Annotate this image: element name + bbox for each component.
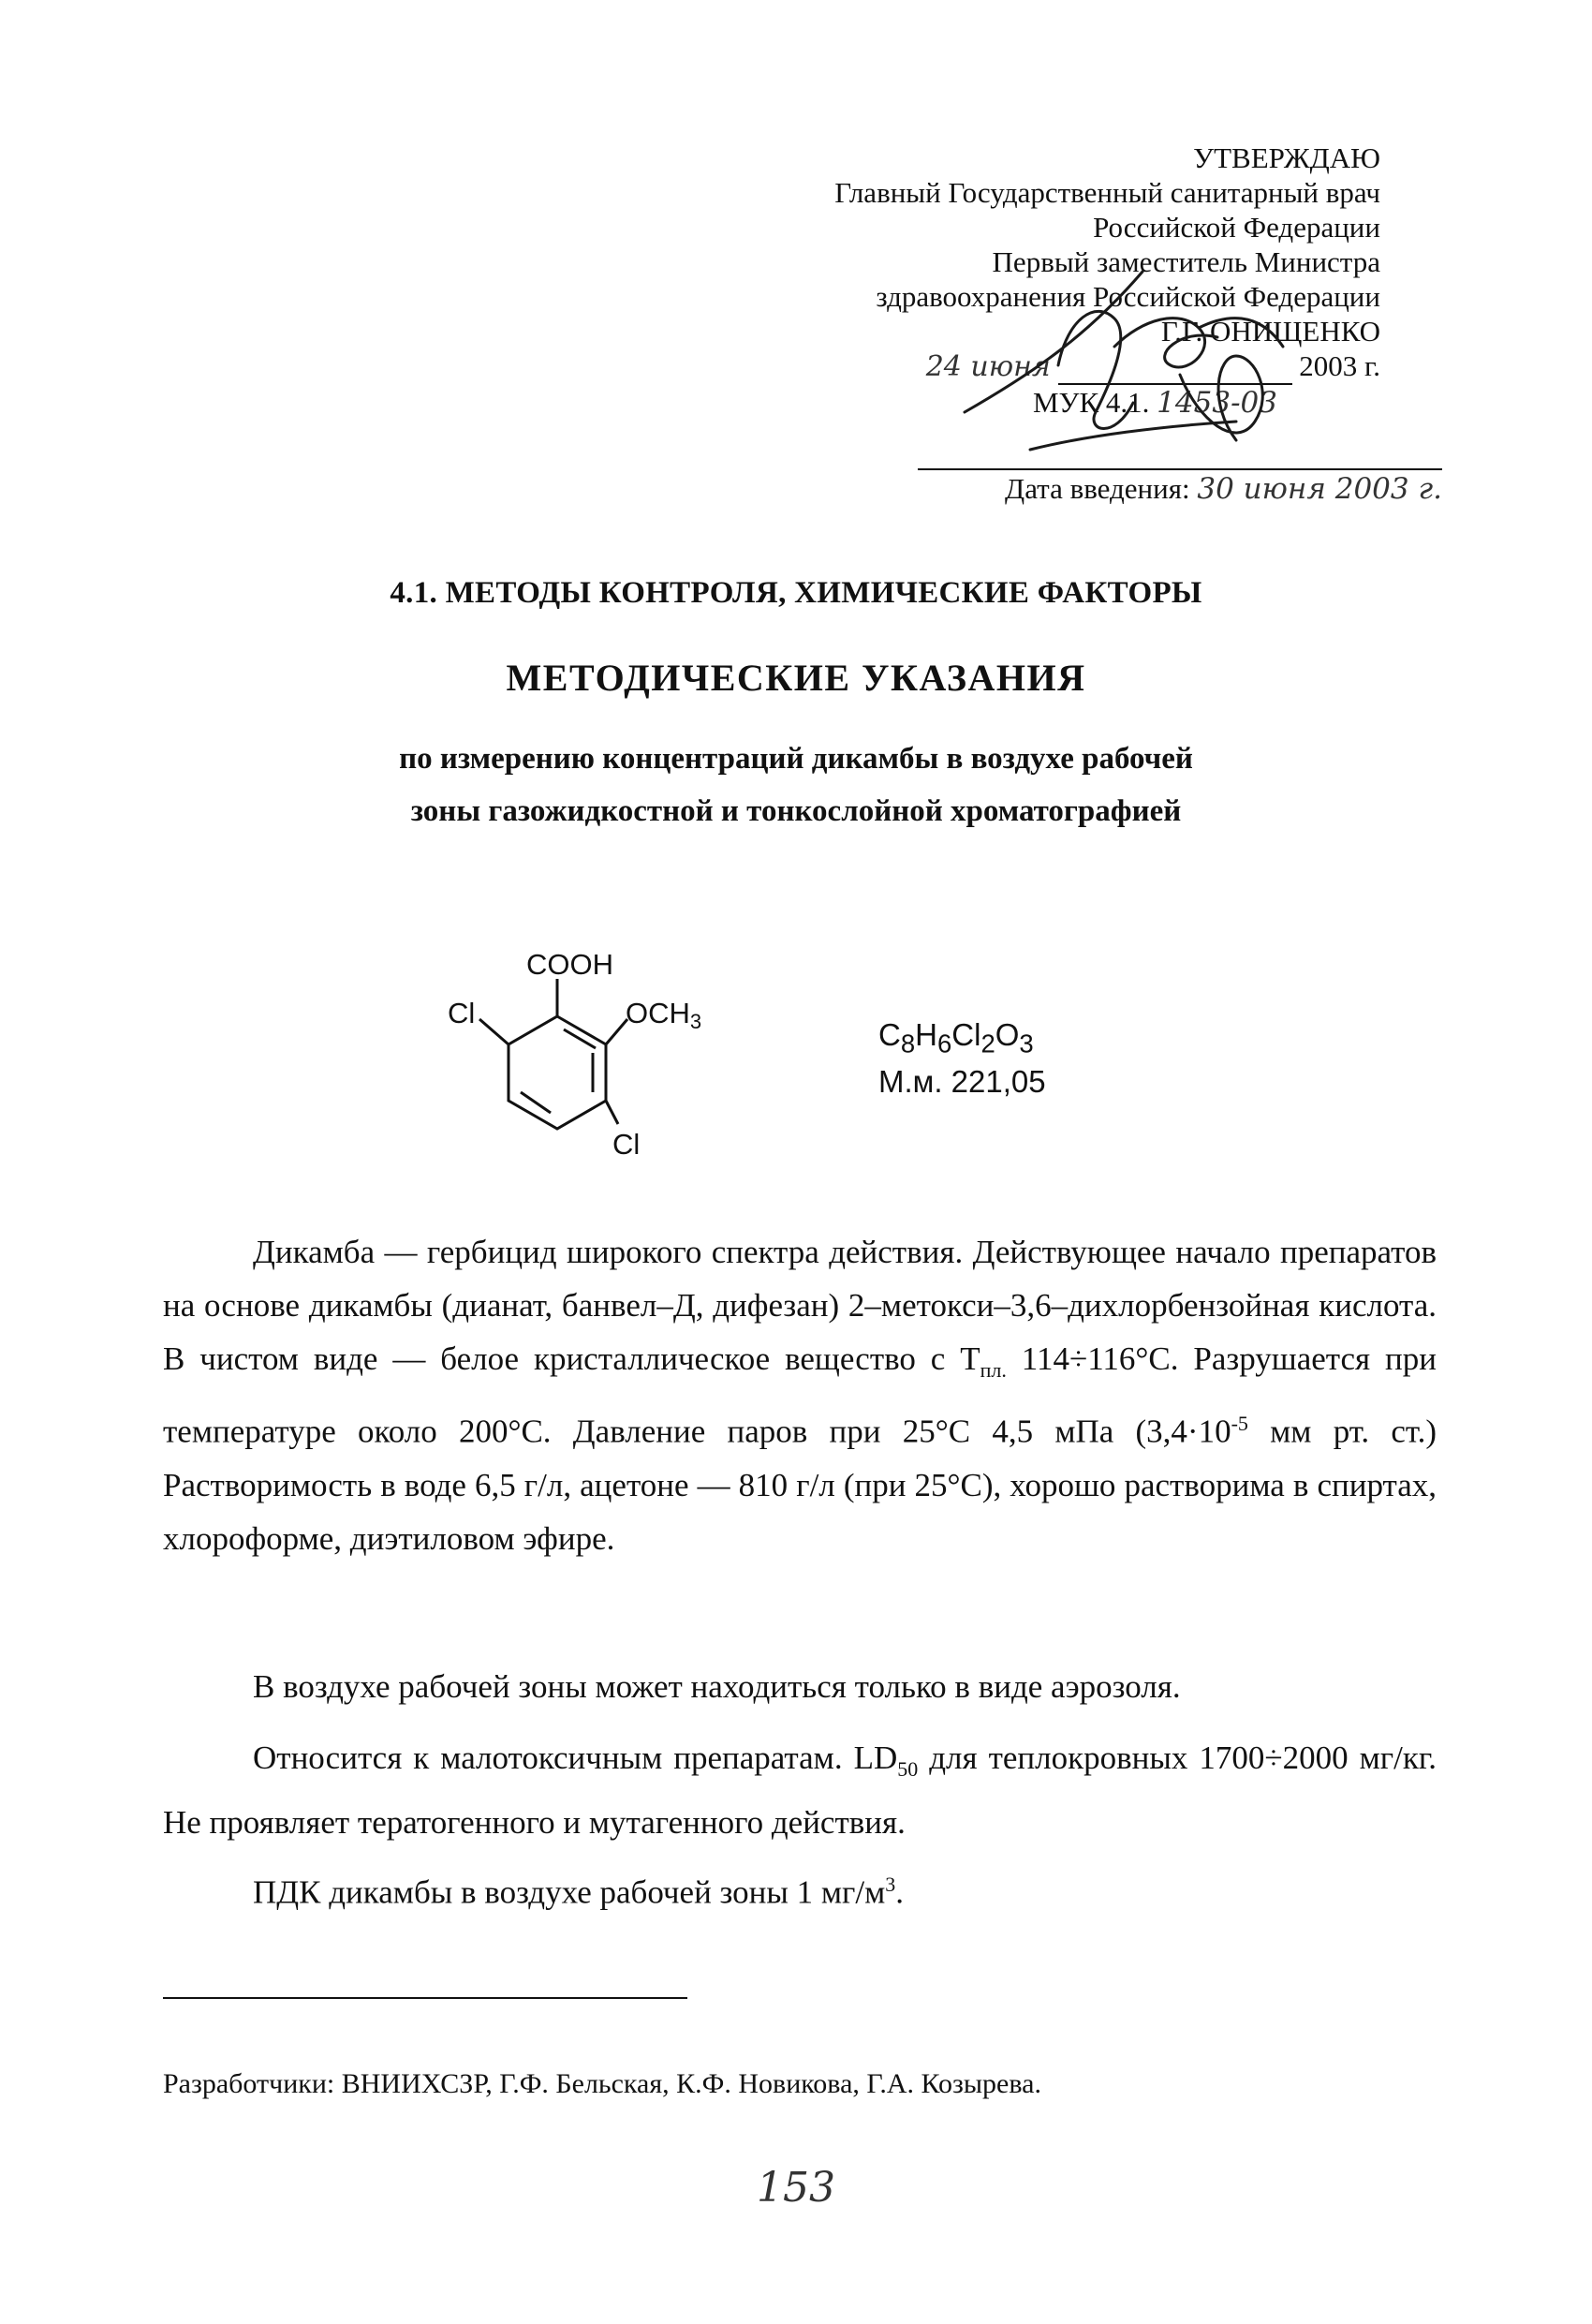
label-cl-right: Cl xyxy=(612,1128,641,1161)
intro-date-value: 30 июня 2003 г. xyxy=(1197,472,1442,506)
approval-name: Г.Г. ОНИЩЕНКО xyxy=(1160,315,1380,348)
molecular-info xyxy=(878,1016,1046,1101)
label-cl-left: Cl xyxy=(448,997,476,1029)
chemical-structure-diagram xyxy=(403,937,740,1162)
p1-text-b: 114÷116°С. Разрушается при температуре около 200°С. Давление паров при 25°С 4,5 мПа (3,4·10 xyxy=(163,1340,1437,1450)
p3-sub: 50 xyxy=(897,1757,919,1781)
muk-number: 1453-03 xyxy=(1157,386,1277,420)
label-cooh: COOH xyxy=(526,948,613,981)
developers-footnote: Разработчики: ВНИИХСЗР, Г.Ф. Бельская, К.Ф. Новикова, Г.А. Козырева. xyxy=(163,2068,1041,2099)
paragraph-aerosol: В воздухе рабочей зоны может находиться только в виде аэрозоля. xyxy=(253,1668,1181,1705)
footnote-rule xyxy=(163,1997,687,1999)
bond-cl-right xyxy=(606,1101,618,1124)
muk-prefix: МУК 4.1. xyxy=(1032,386,1150,419)
intro-date-label: Дата введения: xyxy=(1005,472,1190,505)
bond-och3 xyxy=(606,1019,627,1044)
p3-text-a: Относится к малотоксичным препаратам. LD xyxy=(253,1739,898,1776)
ring-double-bond-1 xyxy=(564,1029,596,1048)
page-number: 153 xyxy=(757,2164,835,2212)
paragraph-mac xyxy=(163,1858,1437,1919)
approval-position-line4: здравоохранения Российской Федерации xyxy=(876,280,1380,313)
subtitle-line-1: по измерению концентраций дикамбы в воздухе рабочей xyxy=(399,742,1193,776)
p4-sup: 3 xyxy=(885,1873,896,1896)
molecular-formula: $C_8H_6Cl_2O_3$ xyxy=(878,1017,1034,1058)
p1-text-a: Дикамба — гербицид широкого спектра действия. Действующее начало препаратов на основе дикамбы (дианат, банвел–Д, дифезан) 2–метокси–3,6–дихлорбензойная кислота. В чистом виде — белое кристаллическое вещество с Т xyxy=(163,1234,1437,1377)
main-title: МЕТОДИЧЕСКИЕ УКАЗАНИЯ xyxy=(506,657,1086,699)
approval-position-line3: Первый заместитель Министра xyxy=(992,245,1380,278)
subtitle-line-2: зоны газожидкостной и тонкослойной хроматографией xyxy=(410,794,1182,828)
approval-date-handwritten: 24 июня xyxy=(925,350,1051,383)
p1-sup: -5 xyxy=(1231,1412,1248,1435)
paragraph-toxicity xyxy=(163,1731,1437,1849)
p3-text-b: для теплокровных 1700÷2000 мг/кг. Не проявляет тератогенного и мутагенного действия. xyxy=(163,1739,1437,1841)
signature-image xyxy=(955,234,1330,478)
p1-text-c: мм рт. ст.) Растворимость в воде 6,5 г/л, ацетоне — 810 г/л (при 25°С), хорошо растворима в спиртах, хлороформе, диэтиловом эфире. xyxy=(163,1413,1437,1557)
p1-sub: пл. xyxy=(980,1358,1007,1382)
label-och3: OCH3 xyxy=(626,997,702,1033)
approval-title: УТВЕРЖДАЮ xyxy=(1193,141,1380,174)
approval-position-line2: Российской Федерации xyxy=(1093,211,1380,244)
subtitle xyxy=(0,733,1592,837)
bond-cl-left xyxy=(479,1019,509,1044)
p4-text-b: . xyxy=(895,1873,905,1911)
paragraph-description xyxy=(163,1225,1437,1565)
approval-year: 2003 г. xyxy=(1299,349,1380,382)
approval-position-line1: Главный Государственный санитарный врач xyxy=(834,176,1380,209)
molar-mass: М.м. 221,05 xyxy=(878,1063,1046,1099)
section-heading: 4.1. МЕТОДЫ КОНТРОЛЯ, ХИМИЧЕСКИЕ ФАКТОРЫ xyxy=(390,576,1202,610)
benzene-ring xyxy=(509,1016,606,1129)
p4-text-a: ПДК дикамбы в воздухе рабочей зоны 1 мг/м xyxy=(253,1873,886,1911)
